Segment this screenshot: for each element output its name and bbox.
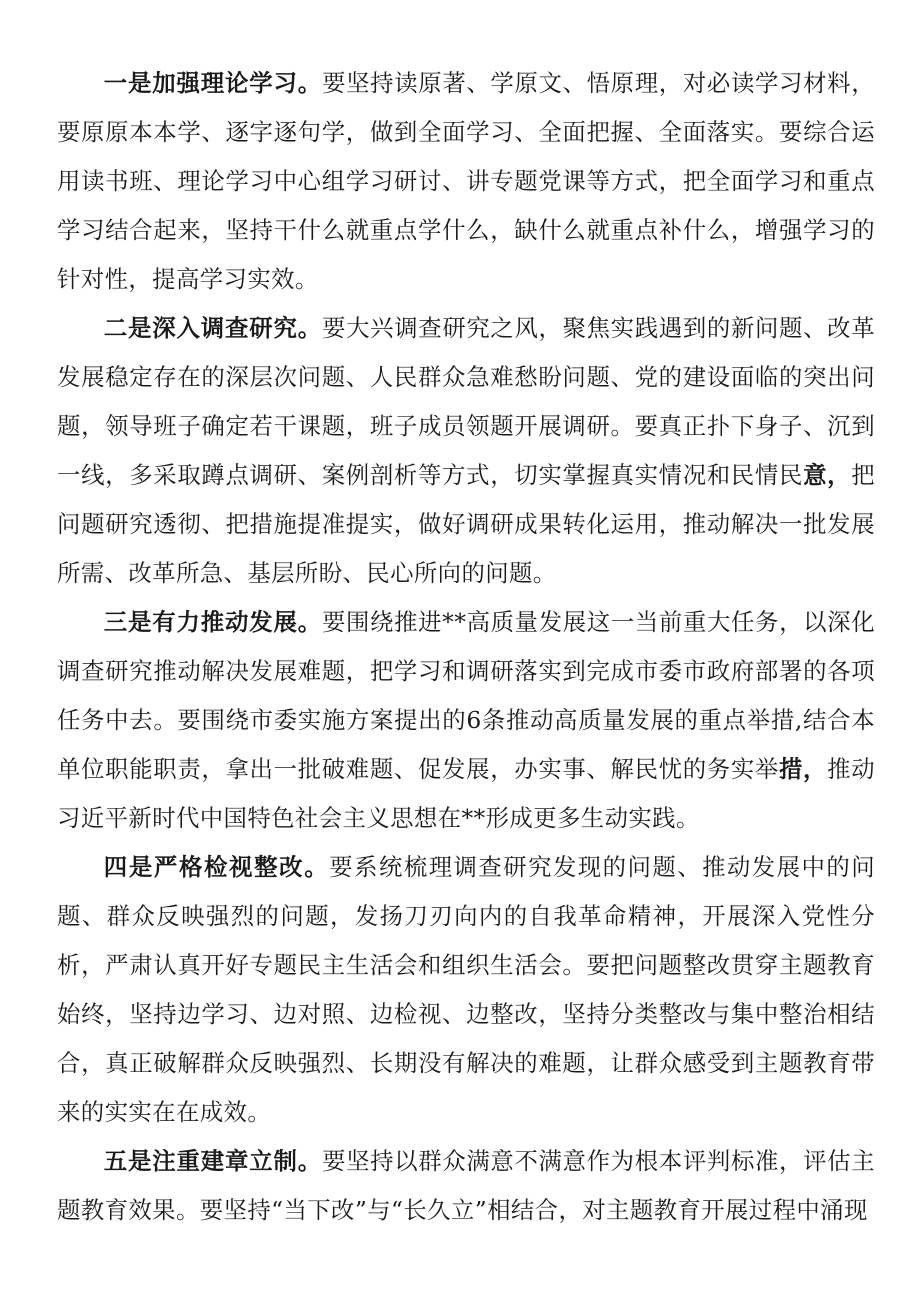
paragraph-text: 推动习近平新时代中国特色社会主义思想在**形成更多生动实践。	[57, 755, 875, 832]
paragraph-text: 要坚持以群众满意不满意作为根本评判标准，评估主题教育效果。要坚持“当下改”与“长久立”相结合，对主题教育开展过程中涌现	[57, 1147, 875, 1224]
paragraph-text: 要坚持读原著、学原文、悟原理，对必读学习材料，要原原本本学、逐字逐句学，做到全面学习、全面把握、全面落实。要综合运用读书班、理论学习中心组学习研讨、讲专题党课等方式，把全面学习和重点学习结合起来，坚持干什么就重点学什么，缺什么就重点补什么，增强学习的针对性，提高学习实效。	[57, 69, 875, 293]
paragraph-text: 要系统梳理调查研究发现的问题、推动发展中的问题、群众反映强烈的问题，发扬刀刃向内的自我革命精神，开展深入党性分析，严肃认真开好专题民主生活会和组织生活会。要把问题整改贯穿主题教育始终，坚持边学习、边对照、边检视、边整改，坚持分类整改与集中整治相结合，真正破解群众反映强烈、长期没有解决的难题，让群众感受到主题教育带来的实实在在成效。	[57, 853, 875, 1126]
paragraph-inspection-rectification	[57, 843, 875, 1137]
paragraph-lead: 二是深入调查研究。	[103, 314, 323, 342]
paragraph-institution-building	[57, 1137, 875, 1235]
document-body	[57, 59, 875, 1235]
paragraph-text: 把问题研究透彻、把措施提准提实，做好调研成果转化运用，推动解决一批发展所需、改革所急、基层所盼、民心所向的问题。	[57, 461, 875, 587]
paragraph-lead: 一是加强理论学习。	[103, 69, 323, 97]
paragraph-lead: 三是有力推动发展。	[103, 608, 322, 636]
paragraph-emphasis: 措，	[778, 755, 828, 783]
paragraph-investigation-research	[57, 304, 875, 598]
paragraph-promote-development	[57, 598, 875, 843]
paragraph-text: 要围绕推进**高质量发展这一当前重大任务，以深化调查研究推动解决发展难题，把学习和调研落实到完成市委市政府部署的各项任务中去。要围绕市委实施方案提出的6条推动高质量发展的重点举措,结合本单位职能职责，拿出一批破难题、促发展，办实事、解民忧的务实举	[57, 608, 875, 783]
paragraph-theory-study	[57, 59, 875, 304]
paragraph-lead: 四是严格检视整改。	[103, 853, 330, 881]
paragraph-emphasis: 意，	[803, 461, 852, 489]
paragraph-lead: 五是注重建章立制。	[103, 1147, 323, 1175]
paragraph-text: 要大兴调查研究之风，聚焦实践遇到的新问题、改革发展稳定存在的深层次问题、人民群众急难愁盼问题、党的建设面临的突出问题，领导班子确定若干课题，班子成员领题开展调研。要真正扑下身子、沉到一线，多采取蹲点调研、案例剖析等方式，切实掌握真实情况和民情民	[57, 314, 875, 489]
